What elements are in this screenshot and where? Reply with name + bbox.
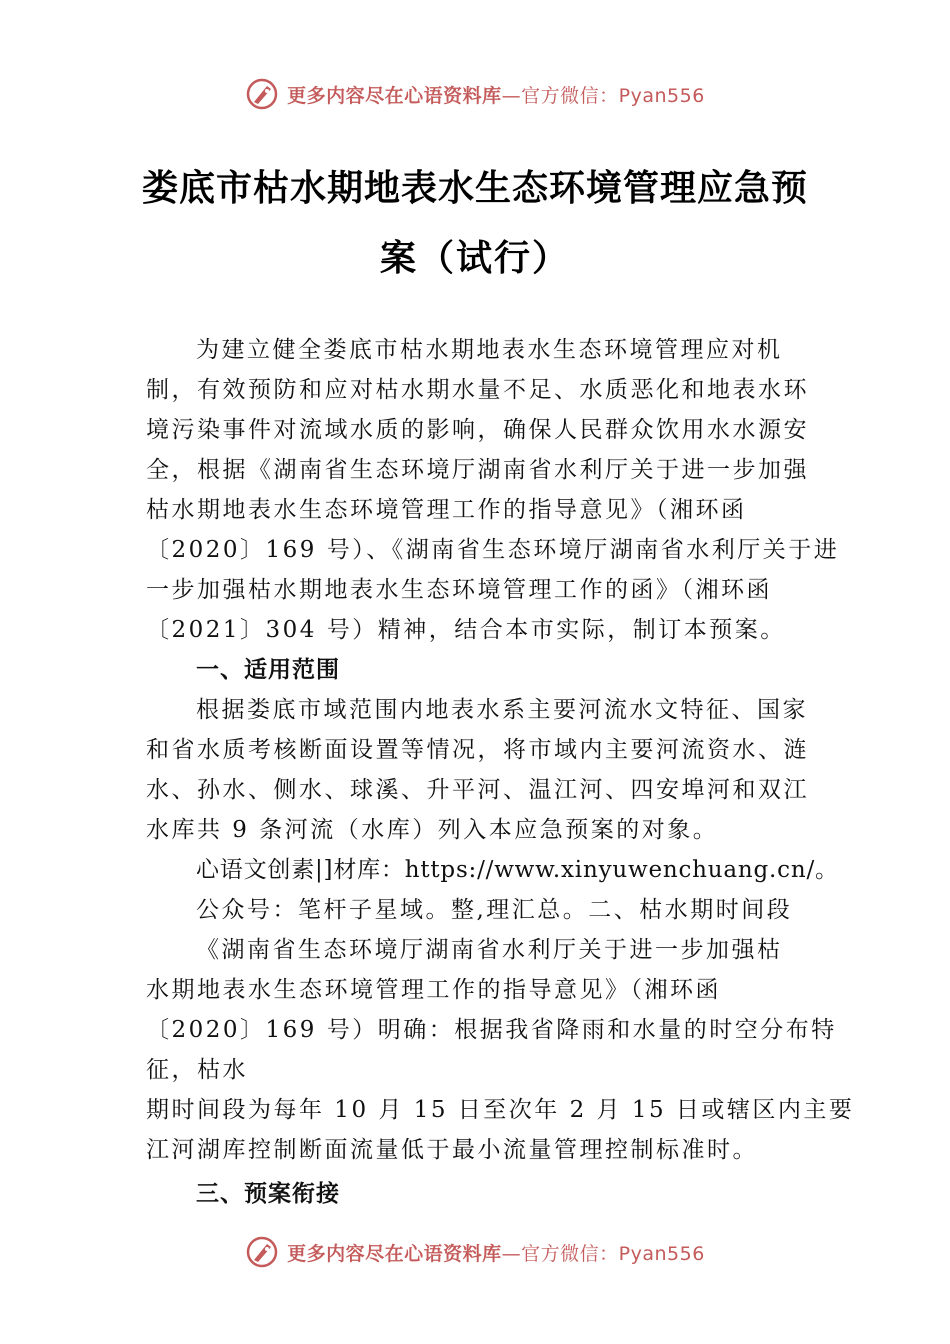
paragraph-line: 〔2020〕169 号）明确：根据我省降雨和水量的时空分布特 — [146, 1017, 837, 1043]
paragraph-line: 根据娄底市域范围内地表水系主要河流水文特征、国家 — [196, 697, 808, 723]
paragraph-line: 水期地表水生态环境管理工作的指导意见》（湘环函 — [146, 977, 721, 1003]
document-body — [146, 330, 855, 1214]
paragraph-line: 《湖南省生态环境厅湖南省水利厅关于进一步加强枯 — [196, 937, 783, 963]
watermark-banner-top — [0, 74, 950, 114]
watermark-text — [287, 81, 705, 108]
paragraph-line: 征，枯水 — [146, 1057, 248, 1083]
section-heading-plan-link: 三、预案衔接 — [196, 1181, 340, 1207]
watermark-source-line: 公众号：笔杆子星域。整,理汇总。二、枯水期时间段 — [196, 897, 793, 923]
paragraph-line: 一步加强枯水期地表水生态环境管理工作的函》（湘环函 — [146, 577, 772, 603]
pen-nib-circle-icon — [245, 1235, 279, 1269]
paragraph-line: 全，根据《湖南省生态环境厅湖南省水利厅关于进一步加强 — [146, 457, 809, 483]
watermark-rest: —官方微信：Pyan556 — [501, 1242, 705, 1265]
watermark-text — [287, 1239, 705, 1266]
paragraph-line: 制，有效预防和应对枯水期水量不足、水质恶化和地表水环 — [146, 377, 809, 403]
paragraph-line: 期时间段为每年 10 月 15 日至次年 2 月 15 日或辖区内主要 — [146, 1097, 855, 1123]
paragraph-line: 和省水质考核断面设置等情况，将市域内主要河流资水、涟 — [146, 737, 809, 763]
document-title-line-1: 娄底市枯水期地表水生态环境管理应急预 — [141, 168, 808, 209]
watermark-banner-bottom — [0, 1232, 950, 1272]
paragraph-line: 枯水期地表水生态环境管理工作的指导意见》（湘环函 — [146, 497, 747, 523]
watermark-brand: 更多内容尽在心语资料库 — [287, 1242, 502, 1265]
section-heading-scope: 一、适用范围 — [196, 657, 340, 683]
paragraph-line: 水、孙水、侧水、球溪、升平河、温江河、四安埠河和双江 — [146, 777, 809, 803]
paragraph-line: 为建立健全娄底市枯水期地表水生态环境管理应对机 — [196, 337, 783, 363]
watermark-source-line: 心语文创素|]材库：https://www.xinyuwenchuang.cn/。 — [196, 857, 839, 883]
document-title-line-2: 案（试行） — [379, 238, 570, 279]
paragraph-line: 〔2020〕169 号）、《湖南省生态环境厅湖南省水利厅关于进 — [146, 537, 840, 563]
watermark-brand: 更多内容尽在心语资料库 — [287, 84, 502, 107]
pen-nib-circle-icon — [245, 77, 279, 111]
paragraph-line: 江河湖库控制断面流量低于最小流量管理控制标准时。 — [146, 1137, 758, 1163]
paragraph-line: 水库共 9 条河流（水库）列入本应急预案的对象。 — [146, 817, 719, 843]
paragraph-line: 境污染事件对流域水质的影响，确保人民群众饮用水水源安 — [146, 417, 809, 443]
paragraph-line: 〔2021〕304 号）精神，结合本市实际，制订本预案。 — [146, 617, 786, 643]
watermark-rest: —官方微信：Pyan556 — [501, 84, 705, 107]
